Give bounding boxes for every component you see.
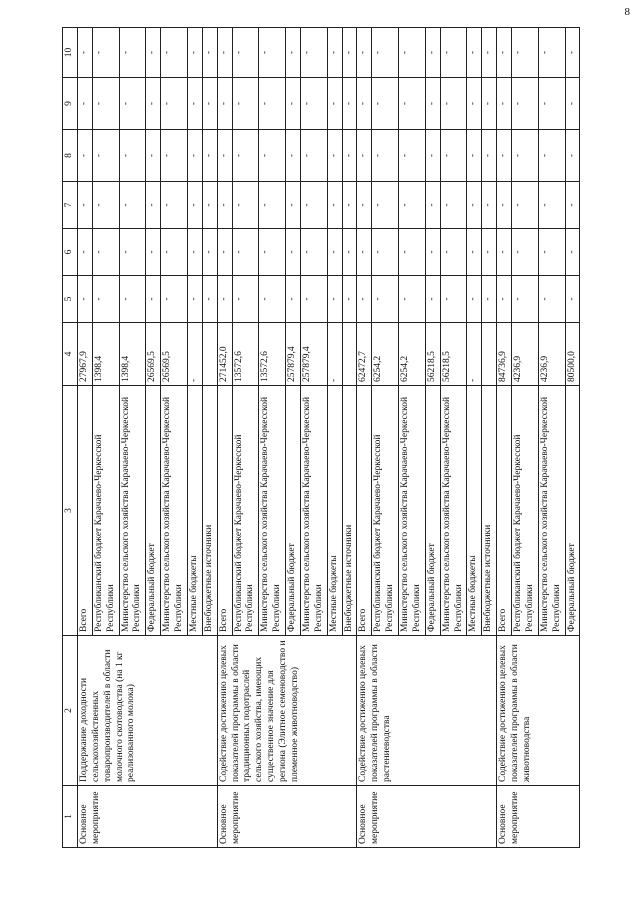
year-cell-6: - <box>372 229 399 276</box>
year-cell-7: - <box>399 182 426 229</box>
amount-cell: - <box>187 323 202 386</box>
year-cell-5: - <box>497 276 512 323</box>
year-cell-8: - <box>161 130 188 182</box>
measure-type-cell: Основное мероприятие <box>217 786 357 848</box>
amount-cell: 56218,5 <box>425 323 440 386</box>
year-cell-5: - <box>232 276 259 323</box>
year-cell-6: - <box>327 229 342 276</box>
year-cell-8: - <box>512 130 539 182</box>
year-cell-7: - <box>286 182 301 229</box>
table-row <box>357 28 372 848</box>
year-cell-5: - <box>372 276 399 323</box>
year-cell-6: - <box>217 229 232 276</box>
measure-name-cell: Содействие достижению целевых показателей программы в области традиционных подотраслей сельского хозяйства, имеющих существенное значение для региона (Элитное семеноводство и племенное животноводство) <box>217 636 357 786</box>
year-cell-10: - <box>161 28 188 78</box>
year-cell-6: - <box>342 229 357 276</box>
column-header-9: 9 <box>63 78 78 130</box>
year-cell-10: - <box>77 28 92 78</box>
year-cell-7: - <box>467 182 482 229</box>
funding-source-cell: Республиканский бюджет Карачаево-Черкесской Республики <box>92 386 119 636</box>
year-cell-7: - <box>161 182 188 229</box>
funding-source-cell: Внебюджетные источники <box>342 386 357 636</box>
year-cell-6: - <box>512 229 539 276</box>
year-cell-6: - <box>92 229 119 276</box>
funding-source-cell: Внебюджетные источники <box>482 386 497 636</box>
year-cell-7: - <box>512 182 539 229</box>
year-cell-5: - <box>327 276 342 323</box>
year-cell-8: - <box>497 130 512 182</box>
year-cell-5: - <box>161 276 188 323</box>
funding-source-cell: Местные бюджеты <box>187 386 202 636</box>
measure-name-cell: Поддержание доходности сельскохозяйственных товаропроизводителей в области молочного скотоводства (на 1 кг реализованного молока) <box>77 636 217 786</box>
year-cell-8: - <box>146 130 161 182</box>
year-cell-10: - <box>342 28 357 78</box>
funding-source-cell: Министерство сельского хозяйства Карачаево-Черкесской Республики <box>300 386 327 636</box>
year-cell-6: - <box>440 229 467 276</box>
funding-source-cell: Федеральный бюджет <box>565 386 580 636</box>
amount-cell: 56218,5 <box>440 323 467 386</box>
column-header-3: 3 <box>63 386 78 636</box>
year-cell-7: - <box>232 182 259 229</box>
year-cell-5: - <box>512 276 539 323</box>
year-cell-9: - <box>146 78 161 130</box>
year-cell-5: - <box>92 276 119 323</box>
year-cell-8: - <box>467 130 482 182</box>
year-cell-8: - <box>300 130 327 182</box>
year-cell-8: - <box>202 130 217 182</box>
year-cell-7: - <box>300 182 327 229</box>
year-cell-7: - <box>440 182 467 229</box>
year-cell-6: - <box>202 229 217 276</box>
amount-cell: 26569,5 <box>146 323 161 386</box>
year-cell-10: - <box>357 28 372 78</box>
year-cell-10: - <box>512 28 539 78</box>
year-cell-9: - <box>482 78 497 130</box>
year-cell-5: - <box>146 276 161 323</box>
year-cell-9: - <box>202 78 217 130</box>
column-header-2: 2 <box>63 636 78 786</box>
table-row <box>217 28 232 848</box>
budget-table <box>62 27 580 848</box>
year-cell-9: - <box>425 78 440 130</box>
year-cell-9: - <box>497 78 512 130</box>
year-cell-6: - <box>286 229 301 276</box>
amount-cell: - <box>467 323 482 386</box>
year-cell-6: - <box>538 229 565 276</box>
funding-source-cell: Министерство сельского хозяйства Карачаево-Черкесской Республики <box>538 386 565 636</box>
column-header-5: 5 <box>63 276 78 323</box>
year-cell-5: - <box>286 276 301 323</box>
amount-cell: 1398,4 <box>92 323 119 386</box>
year-cell-6: - <box>482 229 497 276</box>
year-cell-9: - <box>232 78 259 130</box>
year-cell-10: - <box>372 28 399 78</box>
year-cell-10: - <box>187 28 202 78</box>
year-cell-5: - <box>440 276 467 323</box>
amount-cell: 4236,9 <box>538 323 565 386</box>
amount-cell: 4236,9 <box>512 323 539 386</box>
measure-name-cell: Содействие достижению целевых показателей программы в области растениеводства <box>357 636 497 786</box>
year-cell-5: - <box>119 276 146 323</box>
year-cell-10: - <box>425 28 440 78</box>
year-cell-10: - <box>92 28 119 78</box>
table-header-row <box>63 28 78 848</box>
year-cell-9: - <box>342 78 357 130</box>
year-cell-8: - <box>342 130 357 182</box>
column-header-1: 1 <box>63 786 78 848</box>
year-cell-7: - <box>92 182 119 229</box>
funding-source-cell: Республиканский бюджет Карачаево-Черкесской Республики <box>232 386 259 636</box>
year-cell-6: - <box>399 229 426 276</box>
year-cell-8: - <box>217 130 232 182</box>
year-cell-8: - <box>440 130 467 182</box>
year-cell-6: - <box>161 229 188 276</box>
year-cell-7: - <box>497 182 512 229</box>
year-cell-9: - <box>119 78 146 130</box>
year-cell-6: - <box>425 229 440 276</box>
page-number: 8 <box>624 6 630 18</box>
year-cell-5: - <box>467 276 482 323</box>
column-header-8: 8 <box>63 130 78 182</box>
year-cell-5: - <box>259 276 286 323</box>
year-cell-10: - <box>300 28 327 78</box>
year-cell-9: - <box>187 78 202 130</box>
year-cell-8: - <box>92 130 119 182</box>
year-cell-10: - <box>146 28 161 78</box>
year-cell-8: - <box>187 130 202 182</box>
amount-cell: - <box>327 323 342 386</box>
funding-source-cell: Федеральный бюджет <box>286 386 301 636</box>
funding-source-cell: Внебюджетные источники <box>202 386 217 636</box>
year-cell-5: - <box>482 276 497 323</box>
amount-cell: 84736,9 <box>497 323 512 386</box>
amount-cell: 62472,7 <box>357 323 372 386</box>
year-cell-9: - <box>161 78 188 130</box>
year-cell-9: - <box>217 78 232 130</box>
year-cell-10: - <box>232 28 259 78</box>
year-cell-6: - <box>497 229 512 276</box>
year-cell-10: - <box>497 28 512 78</box>
year-cell-6: - <box>77 229 92 276</box>
year-cell-8: - <box>372 130 399 182</box>
year-cell-8: - <box>482 130 497 182</box>
amount-cell: 80500,0 <box>565 323 580 386</box>
year-cell-7: - <box>372 182 399 229</box>
year-cell-5: - <box>300 276 327 323</box>
year-cell-5: - <box>399 276 426 323</box>
year-cell-9: - <box>286 78 301 130</box>
amount-cell: 257879,4 <box>286 323 301 386</box>
year-cell-9: - <box>372 78 399 130</box>
year-cell-9: - <box>512 78 539 130</box>
year-cell-5: - <box>565 276 580 323</box>
year-cell-7: - <box>357 182 372 229</box>
year-cell-10: - <box>259 28 286 78</box>
year-cell-6: - <box>300 229 327 276</box>
year-cell-5: - <box>217 276 232 323</box>
amount-cell <box>342 323 357 386</box>
year-cell-9: - <box>259 78 286 130</box>
year-cell-9: - <box>467 78 482 130</box>
funding-source-cell: Республиканский бюджет Карачаево-Черкесской Республики <box>512 386 539 636</box>
year-cell-7: - <box>482 182 497 229</box>
year-cell-7: - <box>202 182 217 229</box>
year-cell-7: - <box>187 182 202 229</box>
year-cell-8: - <box>286 130 301 182</box>
year-cell-8: - <box>565 130 580 182</box>
year-cell-6: - <box>467 229 482 276</box>
year-cell-9: - <box>300 78 327 130</box>
year-cell-9: - <box>327 78 342 130</box>
funding-source-cell: Федеральный бюджет <box>146 386 161 636</box>
year-cell-10: - <box>482 28 497 78</box>
column-header-4: 4 <box>63 323 78 386</box>
amount-cell: 257879,4 <box>300 323 327 386</box>
funding-source-cell: Министерство сельского хозяйства Карачаево-Черкесской Республики <box>119 386 146 636</box>
year-cell-5: - <box>538 276 565 323</box>
year-cell-10: - <box>565 28 580 78</box>
year-cell-10: - <box>119 28 146 78</box>
measure-type-cell: Основное мероприятие <box>77 786 217 848</box>
year-cell-10: - <box>217 28 232 78</box>
year-cell-6: - <box>232 229 259 276</box>
rotated-table-container <box>62 28 582 848</box>
year-cell-9: - <box>440 78 467 130</box>
funding-source-cell: Республиканский бюджет Карачаево-Черкесской Республики <box>372 386 399 636</box>
year-cell-6: - <box>187 229 202 276</box>
year-cell-7: - <box>565 182 580 229</box>
amount-cell: 271452,0 <box>217 323 232 386</box>
year-cell-10: - <box>467 28 482 78</box>
year-cell-10: - <box>202 28 217 78</box>
year-cell-8: - <box>327 130 342 182</box>
year-cell-8: - <box>77 130 92 182</box>
measure-type-cell: Основное мероприятие <box>497 786 580 848</box>
funding-source-cell: Министерство сельского хозяйства Карачаево-Черкесской Республики <box>259 386 286 636</box>
funding-source-cell: Всего <box>357 386 372 636</box>
year-cell-9: - <box>399 78 426 130</box>
year-cell-6: - <box>357 229 372 276</box>
amount-cell <box>202 323 217 386</box>
measure-type-cell: Основное мероприятие <box>357 786 497 848</box>
year-cell-5: - <box>425 276 440 323</box>
funding-source-cell: Местные бюджеты <box>327 386 342 636</box>
table-row <box>77 28 92 848</box>
year-cell-8: - <box>538 130 565 182</box>
amount-cell: 27967,9 <box>77 323 92 386</box>
year-cell-10: - <box>327 28 342 78</box>
amount-cell: 13572,6 <box>259 323 286 386</box>
year-cell-7: - <box>217 182 232 229</box>
amount-cell: 6254,2 <box>372 323 399 386</box>
year-cell-6: - <box>565 229 580 276</box>
funding-source-cell: Всего <box>77 386 92 636</box>
funding-source-cell: Министерство сельского хозяйства Карачаево-Черкесской Республики <box>161 386 188 636</box>
column-header-10: 10 <box>63 28 78 78</box>
year-cell-6: - <box>146 229 161 276</box>
year-cell-9: - <box>538 78 565 130</box>
year-cell-8: - <box>357 130 372 182</box>
year-cell-6: - <box>119 229 146 276</box>
year-cell-6: - <box>259 229 286 276</box>
funding-source-cell: Всего <box>217 386 232 636</box>
year-cell-8: - <box>425 130 440 182</box>
year-cell-5: - <box>202 276 217 323</box>
table-row <box>497 28 512 848</box>
year-cell-7: - <box>259 182 286 229</box>
year-cell-10: - <box>399 28 426 78</box>
year-cell-7: - <box>425 182 440 229</box>
funding-source-cell: Местные бюджеты <box>467 386 482 636</box>
year-cell-7: - <box>342 182 357 229</box>
year-cell-7: - <box>538 182 565 229</box>
funding-source-cell: Всего <box>497 386 512 636</box>
funding-source-cell: Министерство сельского хозяйства Карачаево-Черкесской Республики <box>399 386 426 636</box>
amount-cell: 1398,4 <box>119 323 146 386</box>
measure-name-cell: Содействие достижению целевых показателей программы в области животноводства <box>497 636 580 786</box>
year-cell-7: - <box>77 182 92 229</box>
year-cell-5: - <box>187 276 202 323</box>
year-cell-5: - <box>77 276 92 323</box>
year-cell-8: - <box>259 130 286 182</box>
year-cell-5: - <box>357 276 372 323</box>
funding-source-cell: Министерство сельского хозяйства Карачаево-Черкесской Республики <box>440 386 467 636</box>
column-header-7: 7 <box>63 182 78 229</box>
year-cell-9: - <box>357 78 372 130</box>
amount-cell: 26569,5 <box>161 323 188 386</box>
year-cell-9: - <box>92 78 119 130</box>
year-cell-10: - <box>440 28 467 78</box>
year-cell-7: - <box>327 182 342 229</box>
column-header-6: 6 <box>63 229 78 276</box>
year-cell-8: - <box>119 130 146 182</box>
year-cell-7: - <box>119 182 146 229</box>
amount-cell: 6254,2 <box>399 323 426 386</box>
amount-cell: 13572,6 <box>232 323 259 386</box>
year-cell-9: - <box>565 78 580 130</box>
year-cell-8: - <box>399 130 426 182</box>
year-cell-10: - <box>286 28 301 78</box>
amount-cell <box>482 323 497 386</box>
year-cell-10: - <box>538 28 565 78</box>
year-cell-7: - <box>146 182 161 229</box>
year-cell-5: - <box>342 276 357 323</box>
year-cell-8: - <box>232 130 259 182</box>
year-cell-9: - <box>77 78 92 130</box>
table-body <box>77 28 580 848</box>
funding-source-cell: Федеральный бюджет <box>425 386 440 636</box>
